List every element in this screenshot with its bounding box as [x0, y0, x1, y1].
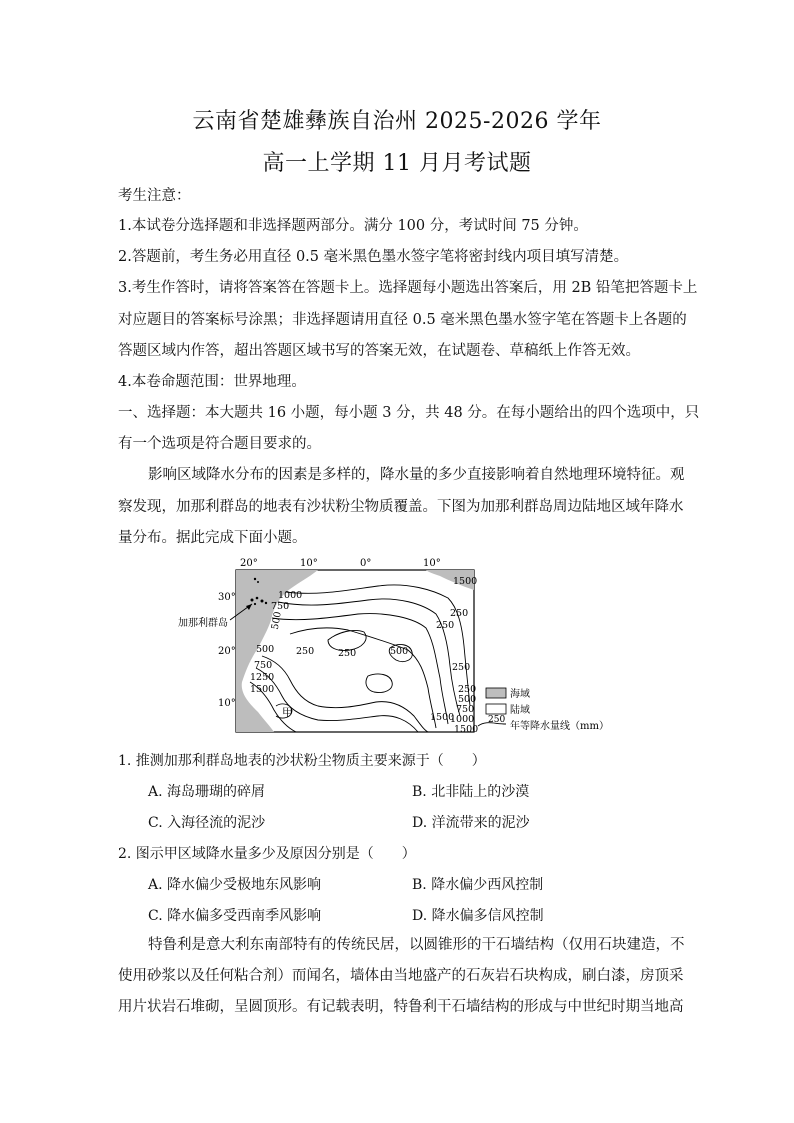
passage2-line2: 使用砂浆以及任何粘合剂）而闻名，墙体由当地盛产的石灰岩石块构成，刷白漆，房顶采 [118, 968, 684, 984]
question-2-stem: 2. 图示甲区域降水量多少及原因分别是（ ） [118, 846, 416, 862]
contour-label: 250 [458, 684, 477, 695]
legend-land-label: 陆域 [510, 705, 530, 716]
lon-label-10e: 10° [423, 558, 441, 569]
exam-title-line1: 云南省楚雄彝族自治州 2025-2026 学年 [192, 109, 602, 134]
passage1-line1: 影响区域降水分布的因素是多样的，降水量的多少直接影响着自然地理环境特征。观 [148, 467, 685, 483]
lon-label-10w: 10° [300, 558, 318, 569]
question-2-option-b[interactable]: B. 降水偏少西风控制 [412, 877, 544, 893]
contour-label: 250 [450, 608, 469, 619]
contour-label: 250 [296, 646, 315, 657]
legend-isoline-value: 250 [488, 715, 506, 725]
lat-label-10n: 10° [218, 698, 236, 709]
legend-land-swatch [486, 704, 506, 714]
contour-label: 500 [458, 694, 477, 705]
contour-label: 250 [338, 648, 357, 659]
exam-title-line2: 高一上学期 11 月月考试题 [262, 151, 532, 176]
contour-label: 1500 [250, 684, 275, 695]
canary-islands-label: 加那利群岛 [178, 618, 228, 629]
question-2-option-a[interactable]: A. 降水偏少受极地东风影响 [148, 877, 322, 893]
question-2-option-d[interactable]: D. 降水偏多信风控制 [412, 908, 544, 924]
legend-sea-label: 海域 [510, 689, 530, 700]
contour-label: 750 [271, 601, 290, 612]
note-1: 1.本试卷分选择题和非选择题两部分。满分 100 分，考试时间 75 分钟。 [118, 218, 588, 234]
notes-heading: 考生注意： [118, 188, 191, 204]
lon-label-20w: 20° [240, 558, 258, 569]
note-2: 2.答题前，考生务必用直径 0.5 毫米黑色墨水签字笔将密封线内项目填写清楚。 [118, 249, 629, 265]
contour-label: 1250 [250, 672, 275, 683]
question-2-option-c[interactable]: C. 降水偏多受西南季风影响 [148, 908, 322, 924]
section1-intro-line2: 有一个选项是符合题目要求的。 [118, 436, 321, 452]
note-3b: 对应题目的答案标号涂黑；非选择题请用直径 0.5 毫米黑色墨水签字笔在答题卡上各题的 [118, 312, 687, 328]
contour-label: 1000 [450, 714, 475, 725]
contour-label: 500 [269, 610, 284, 631]
note-3a: 3.考生作答时，请将答案答在答题卡上。选择题每小题选出答案后，用 2B 铅笔把答题卡上 [118, 280, 698, 296]
question-1-option-d[interactable]: D. 洋流带来的泥沙 [412, 815, 530, 831]
question-1-option-a[interactable]: A. 海岛珊瑚的碎屑 [148, 784, 266, 800]
lon-label-0: 0° [360, 558, 372, 569]
legend-sea-swatch [486, 688, 506, 698]
lat-label-30n: 30° [218, 592, 236, 603]
contour-label: 1500 [430, 712, 455, 723]
contour-label: 500 [390, 646, 409, 657]
note-3c: 答题区域内作答，超出答题区域书写的答案无效，在试题卷、草稿纸上作答无效。 [118, 343, 640, 359]
contour-label: 1500 [453, 576, 478, 587]
section1-intro-line1: 一、选择题：本大题共 16 小题，每小题 3 分，共 48 分。在每小题给出的四个选项中，只 [118, 405, 700, 421]
passage2-line1: 特鲁利是意大利东南部特有的传统民居，以圆锥形的干石墙结构（仅用石块建造，不 [148, 937, 685, 953]
lat-label-20n: 20° [218, 646, 236, 657]
question-1-stem: 1. 推测加那利群岛地表的沙状粉尘物质主要来源于（ ） [118, 753, 486, 769]
contour-label: 250 [436, 620, 455, 631]
contour-label: 1000 [278, 590, 303, 601]
contour-label: 750 [456, 704, 475, 715]
passage2-line3: 用片状岩石堆砌，呈圆顶形。有记载表明，特鲁利干石墙结构的形成与中世纪时期当地高 [118, 999, 684, 1015]
contour-label: 1500 [454, 724, 479, 735]
contour-label: 750 [254, 660, 273, 671]
legend-isoline-label: 年等降水量线（mm） [510, 721, 609, 732]
passage1-line2: 察发现，加那利群岛的地表有沙状粉尘物质覆盖。下图为加那利群岛周边陆地区域年降水 [118, 499, 684, 515]
jia-marker-label: 甲 [282, 706, 293, 719]
passage1-line3: 量分布。据此完成下面小题。 [118, 530, 307, 546]
contour-label: 500 [256, 644, 275, 655]
precipitation-map [178, 556, 618, 738]
question-1-option-c[interactable]: C. 入海径流的泥沙 [148, 815, 266, 831]
note-4: 4.本卷命题范围：世界地理。 [118, 374, 306, 390]
contour-label: 250 [452, 662, 471, 673]
question-1-option-b[interactable]: B. 北非陆上的沙漠 [412, 784, 530, 800]
